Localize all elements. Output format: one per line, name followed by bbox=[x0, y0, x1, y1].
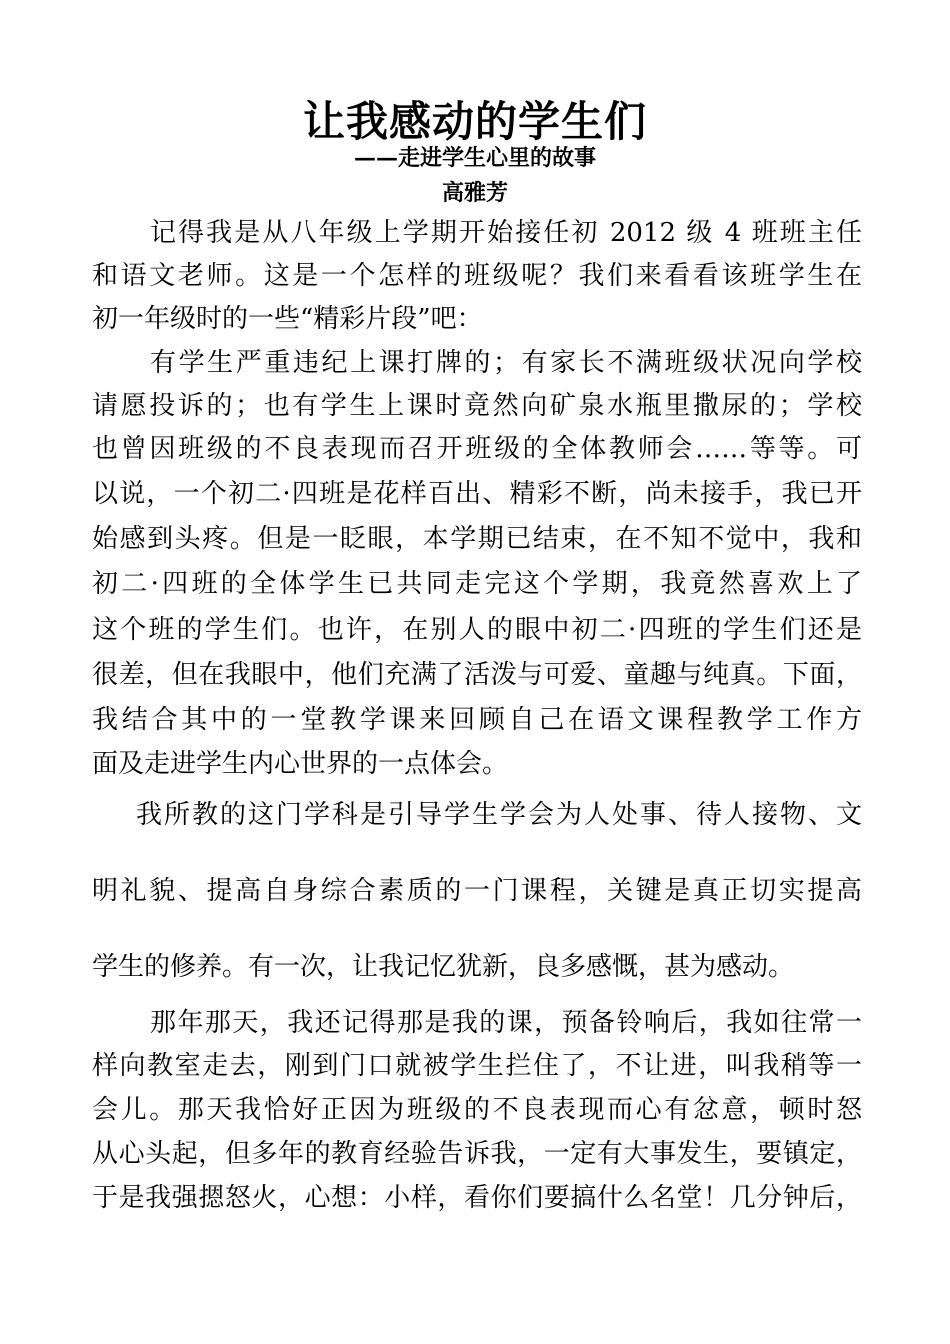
text-line: 面及走进学生内心世界的一点体会。 bbox=[92, 749, 509, 779]
text-line: 初二·四班的全体学生已共同走完这个学期，我竟然喜欢上了 bbox=[92, 569, 862, 599]
text-line: 学生的修养。有一次，让我记忆犹新，良多感慨，甚为感动。 bbox=[92, 952, 795, 982]
text-line: 会儿。那天我恰好正因为班级的不良表现而心有忿意，顿时怒 bbox=[92, 1095, 862, 1125]
text-line: 以说，一个初二·四班是花样百出、精彩不断，尚未接手，我已开 bbox=[92, 479, 862, 509]
text-line: 明礼貌、提高自身综合素质的一门课程，关键是真正切实提高 bbox=[92, 876, 862, 906]
text-line: 那年那天，我还记得那是我的课，预备铃响后，我如往常一 bbox=[150, 1008, 862, 1038]
text-line: 于是我强摁怒火，心想：小样，看你们要搞什么名堂！几分钟后， bbox=[92, 1183, 862, 1213]
text-line: 和语文老师。这是一个怎样的班级呢？我们来看看该班学生在 bbox=[92, 261, 862, 291]
text-line: 有学生严重违纪上课打牌的；有家长不满班级状况向学校 bbox=[150, 348, 862, 378]
text-line: 记得我是从八年级上学期开始接任初 2012 级 4 班班主任 bbox=[150, 218, 862, 248]
text-line: 这个班的学生们。也许，在别人的眼中初二·四班的学生们还是 bbox=[92, 615, 862, 645]
document-author: 高雅芳 bbox=[441, 180, 508, 206]
document-subtitle: ——走进学生心里的故事 bbox=[353, 145, 596, 171]
text-line: 初一年级时的一些“精彩片段”吧： bbox=[92, 304, 483, 334]
document-title: 让我感动的学生们 bbox=[302, 97, 647, 146]
text-line: 样向教室走去，刚到门口就被学生拦住了，不让进，叫我稍等一 bbox=[92, 1051, 862, 1081]
text-line: 始感到头疼。但是一眨眼，本学期已结束，在不知不觉中，我和 bbox=[92, 524, 862, 554]
text-line: 我结合其中的一堂教学课来回顾自己在语文课程教学工作方 bbox=[92, 705, 862, 735]
text-line: 请愿投诉的；也有学生上课时竟然向矿泉水瓶里撒尿的；学校 bbox=[92, 391, 862, 421]
text-line: 从心头起，但多年的教育经验告诉我，一定有大事发生，要镇定， bbox=[92, 1139, 862, 1169]
text-line: 我所教的这门学科是引导学生学会为人处事、待人接物、文 bbox=[136, 800, 862, 830]
text-line: 很差，但在我眼中，他们充满了活泼与可爱、童趣与纯真。下面， bbox=[92, 660, 862, 690]
text-line: 也曾因班级的不良表现而召开班级的全体教师会……等等。可 bbox=[92, 434, 862, 464]
